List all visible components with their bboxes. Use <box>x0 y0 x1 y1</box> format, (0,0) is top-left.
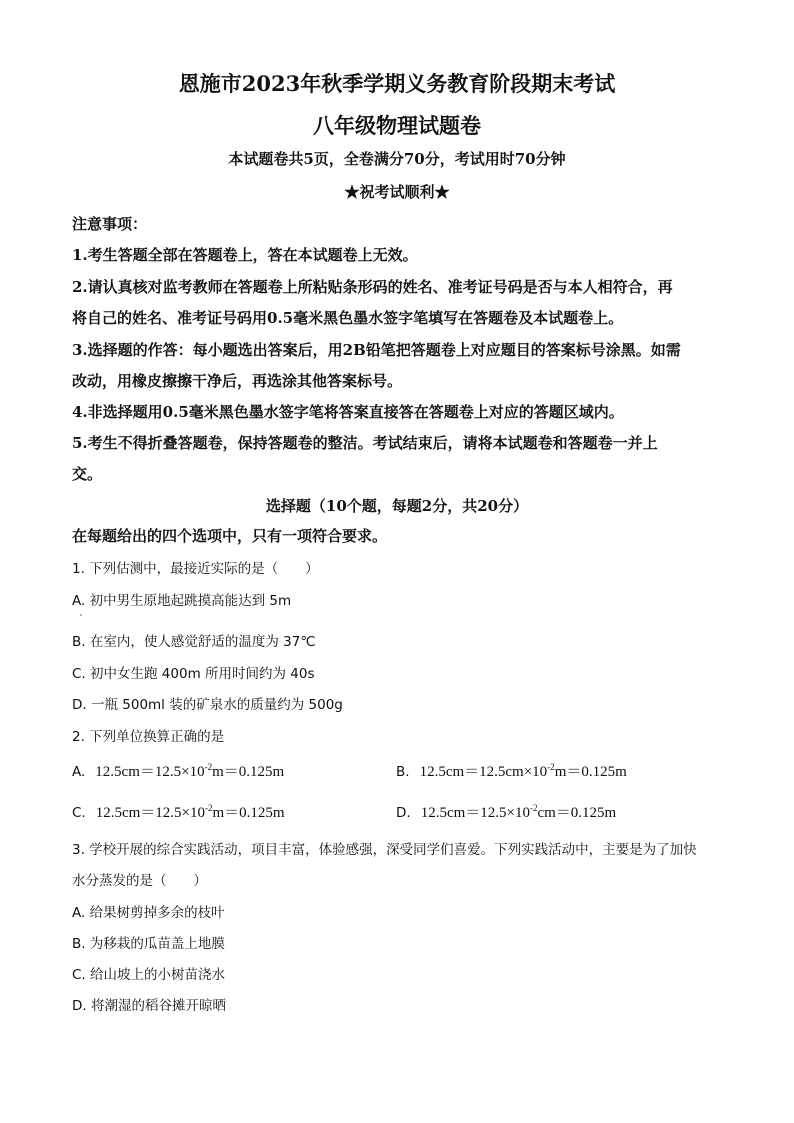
q3-stem-cont: 水分蒸发的是（ ） <box>72 873 207 889</box>
note-line-5: 5.考生不得折叠答题卷，保持答题卷的整洁。考试结束后，请将本试题卷和答题卷一并上 <box>72 434 658 452</box>
note-line-2-cont: 将自己的姓名、准考证号码用0.5毫米黑色墨水签字笔填写在答题卷及本试题卷上。 <box>72 309 624 327</box>
section-instruction: 在每题给出的四个选项中，只有一项符合要求。 <box>72 527 388 545</box>
q2-d-pre: 12.5cm＝12.5×10 <box>420 805 530 821</box>
exam-info: 本试题卷共5页，全卷满分70分，考试用时70分钟 <box>228 150 566 168</box>
exam-title: 恩施市2023年秋季学期义务教育阶段期末考试 <box>178 71 616 96</box>
q2-option-b-label: B. <box>396 764 410 780</box>
note-line-1: 1.考生答题全部在答题卷上，答在本试题卷上无效。 <box>72 246 418 264</box>
q2-option-d-label: D. <box>396 805 411 821</box>
q1-option-c: C. 初中女生跑 400m 所用时间约为 40s <box>72 666 315 682</box>
q2-c-exp: -2 <box>205 803 213 813</box>
notes-heading: 注意事项： <box>72 215 148 233</box>
q1-option-b: B. 在室内，使人感觉舒适的温度为 37℃ <box>72 634 316 650</box>
stray-dot <box>80 614 82 616</box>
exam-subject-title: 八年级物理试题卷 <box>313 113 481 138</box>
q3-option-a: A. 给果树剪掉多余的枝叶 <box>72 905 225 921</box>
q2-option-d <box>396 801 616 822</box>
q3-option-c: C. 给山坡上的小树苗浇水 <box>72 967 226 983</box>
blessing-line: ★祝考试顺利★ <box>344 183 450 201</box>
q1-stem: 1. 下列估测中，最接近实际的是（ ） <box>72 561 319 577</box>
q2-option-c <box>72 801 285 822</box>
q2-a-post: m＝0.125m <box>212 764 285 780</box>
q2-a-exp: -2 <box>204 762 213 772</box>
q2-option-c-formula <box>96 805 285 821</box>
q1-option-a: A. 初中男生原地起跳摸高能达到 5m <box>72 593 292 609</box>
note-line-5-cont: 交。 <box>72 465 103 483</box>
note-line-3: 3.选择题的作答：每小题选出答案后，用2B铅笔把答题卷上对应题目的答案标号涂黑。如需 <box>72 341 681 359</box>
q2-b-pre: 12.5cm＝12.5cm×10 <box>419 764 548 780</box>
q2-d-post: cm＝0.125m <box>537 805 617 821</box>
q2-b-exp: -2 <box>547 762 555 772</box>
note-line-3-cont: 改动，用橡皮擦擦干净后，再选涂其他答案标号。 <box>72 372 403 390</box>
q2-b-post: m＝0.125m <box>554 764 627 780</box>
q3-option-b: B. 为移栽的瓜苗盖上地膜 <box>72 936 225 952</box>
q2-option-a-formula <box>95 764 284 780</box>
q2-option-d-formula <box>421 805 617 821</box>
q1-option-d: D. 一瓶 500ml 装的矿泉水的质量约为 500g <box>72 697 343 713</box>
q2-stem: 2. 下列单位换算正确的是 <box>72 729 225 745</box>
q3-option-d: D. 将潮湿的稻谷摊开晾晒 <box>72 998 226 1014</box>
q2-a-pre: 12.5cm＝12.5×10 <box>95 764 205 780</box>
q2-option-c-label: C. <box>72 805 86 821</box>
q2-d-exp: -2 <box>529 803 538 813</box>
note-line-4: 4.非选择题用0.5毫米黑色墨水签字笔将答案直接答在答题卷上对应的答题区域内。 <box>72 403 624 421</box>
q2-option-b-formula <box>420 764 627 780</box>
q2-option-a-label: A. <box>72 764 86 780</box>
note-line-2: 2.请认真核对监考教师在答题卷上所粘贴条形码的姓名、准考证号码是否与本人相符合，再 <box>72 278 673 296</box>
q2-option-b <box>396 760 627 781</box>
q2-c-pre: 12.5cm＝12.5×10 <box>95 805 206 821</box>
q2-option-a <box>72 760 284 781</box>
q2-c-post: m＝0.125m <box>212 805 285 821</box>
q3-stem: 3. 学校开展的综合实践活动，项目丰富，体验感强，深受同学们喜爱。下列实践活动中，主要是为了加快 <box>72 842 697 858</box>
section-title: 选择题（10个题，每题2分，共20分） <box>265 497 529 515</box>
